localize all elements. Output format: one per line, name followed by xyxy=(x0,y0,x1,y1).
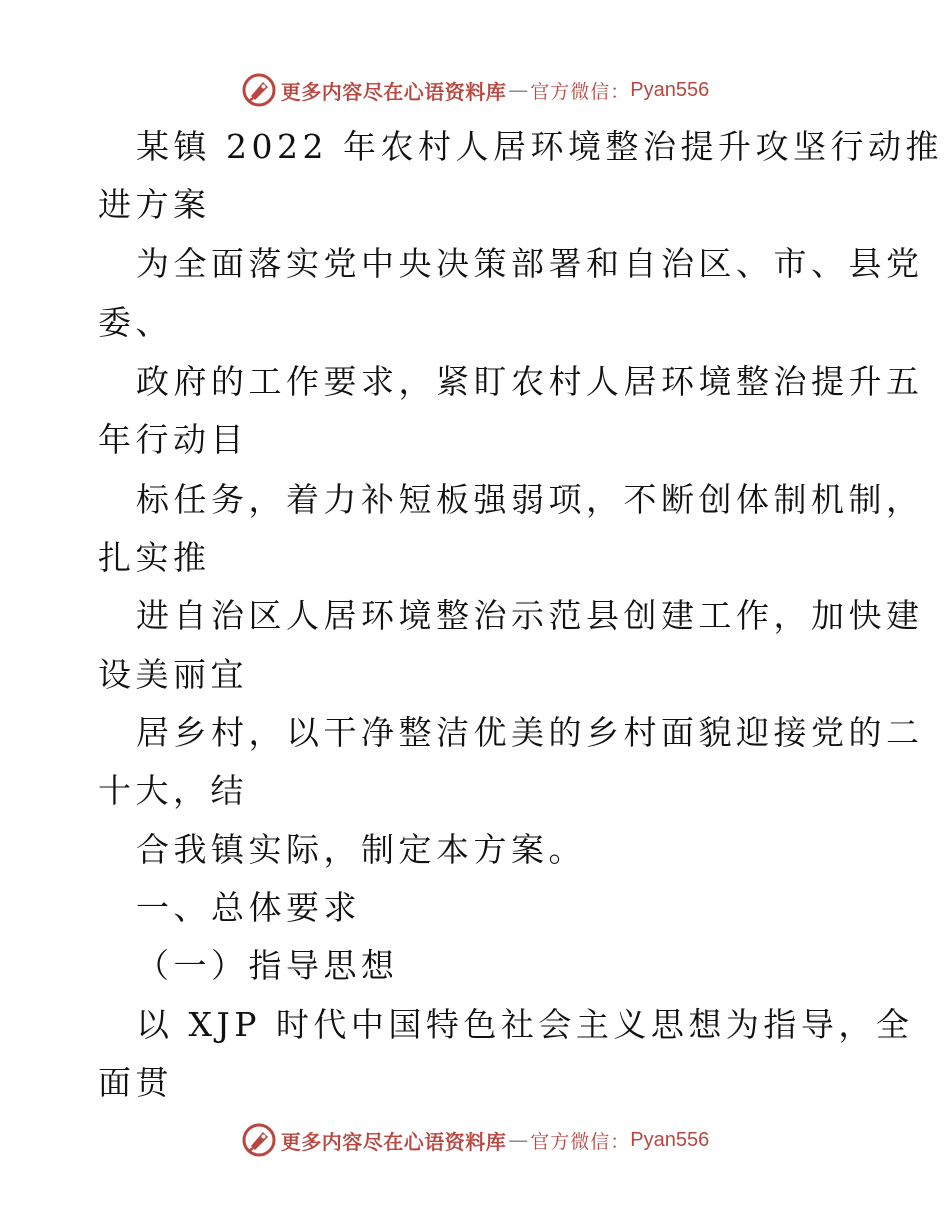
paragraph-line: 进自治区人居环境整治示范县创建工作，加快建 xyxy=(136,596,924,635)
paragraph-line: 合我镇实际，制定本方案。 xyxy=(136,830,586,869)
watermark-wechat-label: 官方微信： xyxy=(530,1130,631,1153)
section-heading: 一、总体要求 xyxy=(136,888,361,927)
document-title-line-1: 某镇 2022 年农村人居环境整治提升攻坚行动推 xyxy=(136,127,943,166)
paragraph-line: 政府的工作要求，紧盯农村人居环境整治提升五 xyxy=(136,362,924,401)
paragraph-line: 居乡村，以干净整洁优美的乡村面貌迎接党的二 xyxy=(136,713,924,752)
watermark-brand: 更多内容尽在心语资料库 xyxy=(280,79,507,104)
watermark-wechat-label: 官方微信： xyxy=(530,80,631,103)
pen-nib-logo-icon xyxy=(241,1122,277,1158)
pen-nib-logo-icon xyxy=(241,72,277,108)
watermark-dash: — xyxy=(508,1128,529,1152)
paragraph-line: 十大，结 xyxy=(98,771,248,810)
footer-watermark xyxy=(0,1118,950,1162)
paragraph-line: 设美丽宜 xyxy=(98,655,248,694)
paragraph-line: 年行动目 xyxy=(98,420,248,459)
subsection-heading: （一）指导思想 xyxy=(136,946,399,985)
paragraph-line: 扎实推 xyxy=(98,538,211,577)
paragraph-line: 标任务，着力补短板强弱项，不断创体制机制， xyxy=(136,480,924,519)
paragraph-line: 委、 xyxy=(98,303,173,342)
paragraph-line: 为全面落实党中央决策部署和自治区、市、县党 xyxy=(136,244,924,283)
watermark-brand: 更多内容尽在心语资料库 xyxy=(280,1129,507,1154)
paragraph-line: 面贯 xyxy=(98,1063,173,1102)
paragraph-line: 以 XJP 时代中国特色社会主义思想为指导，全 xyxy=(136,1005,914,1044)
watermark-wechat-id: Pyan556 xyxy=(630,78,710,101)
watermark-dash: — xyxy=(508,78,529,102)
document-title-line-2: 进方案 xyxy=(98,185,211,224)
watermark-wechat-id: Pyan556 xyxy=(630,1128,710,1151)
header-watermark xyxy=(0,68,950,112)
